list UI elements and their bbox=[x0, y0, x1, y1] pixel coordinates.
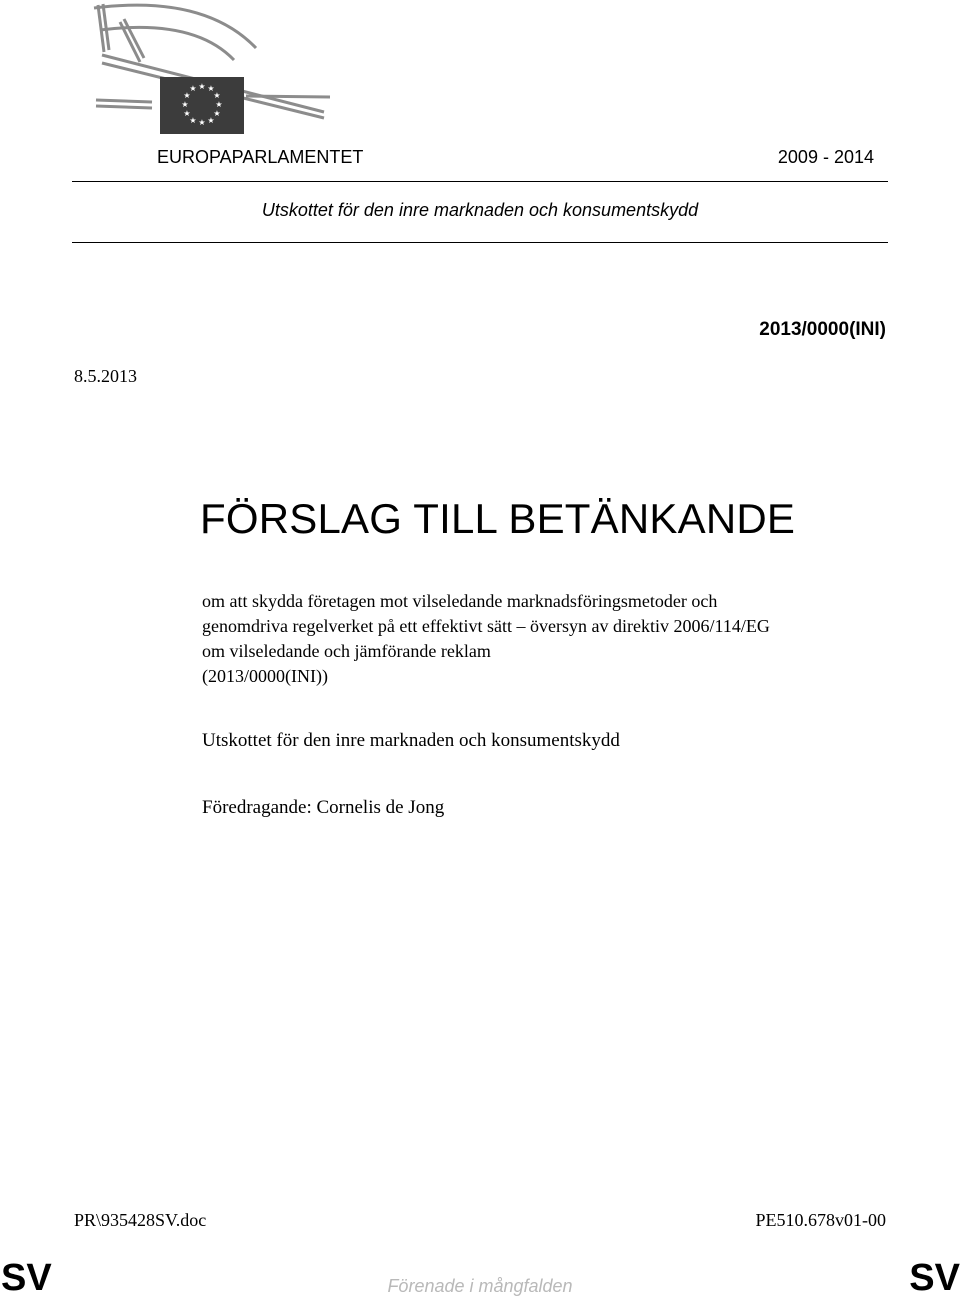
pe-reference: PE510.678v01-00 bbox=[755, 1210, 886, 1230]
header-divider-top bbox=[72, 181, 888, 182]
subject-line: om vilseledande och jämförande reklam bbox=[202, 641, 491, 661]
svg-text:★: ★ bbox=[213, 91, 221, 100]
language-code-left: SV bbox=[1, 1257, 52, 1299]
european-parliament-logo bbox=[84, 0, 334, 136]
motto: Förenade i mångfalden bbox=[387, 1276, 573, 1296]
svg-text:★: ★ bbox=[181, 100, 189, 109]
procedure-reference: 2013/0000(INI) bbox=[759, 319, 886, 340]
document-subject bbox=[202, 589, 902, 689]
language-code-right: SV bbox=[909, 1257, 960, 1299]
svg-text:★: ★ bbox=[213, 109, 221, 118]
svg-text:★: ★ bbox=[189, 116, 197, 125]
rapporteur: Föredragande: Cornelis de Jong bbox=[202, 797, 445, 818]
svg-text:★: ★ bbox=[198, 82, 206, 91]
legislative-term: 2009 - 2014 bbox=[777, 147, 874, 167]
svg-text:★: ★ bbox=[189, 84, 197, 93]
subject-line: (2013/0000(INI)) bbox=[202, 666, 328, 686]
svg-text:★: ★ bbox=[183, 109, 191, 118]
file-reference: PR\935428SV.doc bbox=[74, 1210, 207, 1230]
svg-text:★: ★ bbox=[183, 91, 191, 100]
svg-text:★: ★ bbox=[198, 118, 206, 127]
svg-text:★: ★ bbox=[215, 100, 223, 109]
svg-text:★: ★ bbox=[207, 116, 215, 125]
document-title: FÖRSLAG TILL BETÄNKANDE bbox=[200, 495, 796, 542]
subject-line: om att skydda företagen mot vilseledande marknadsföringsmetoder och bbox=[202, 591, 718, 611]
committee-header: Utskottet för den inre marknaden och konsumentskydd bbox=[261, 200, 699, 220]
document-date: 8.5.2013 bbox=[74, 366, 137, 386]
header-divider-bottom bbox=[72, 242, 888, 243]
subject-line: genomdriva regelverket på ett effektivt sätt – översyn av direktiv 2006/114/EG bbox=[202, 616, 770, 636]
svg-text:★: ★ bbox=[207, 84, 215, 93]
committee-name: Utskottet för den inre marknaden och konsumentskydd bbox=[202, 730, 620, 751]
parliament-name: EUROPAPARLAMENTET bbox=[157, 147, 364, 167]
